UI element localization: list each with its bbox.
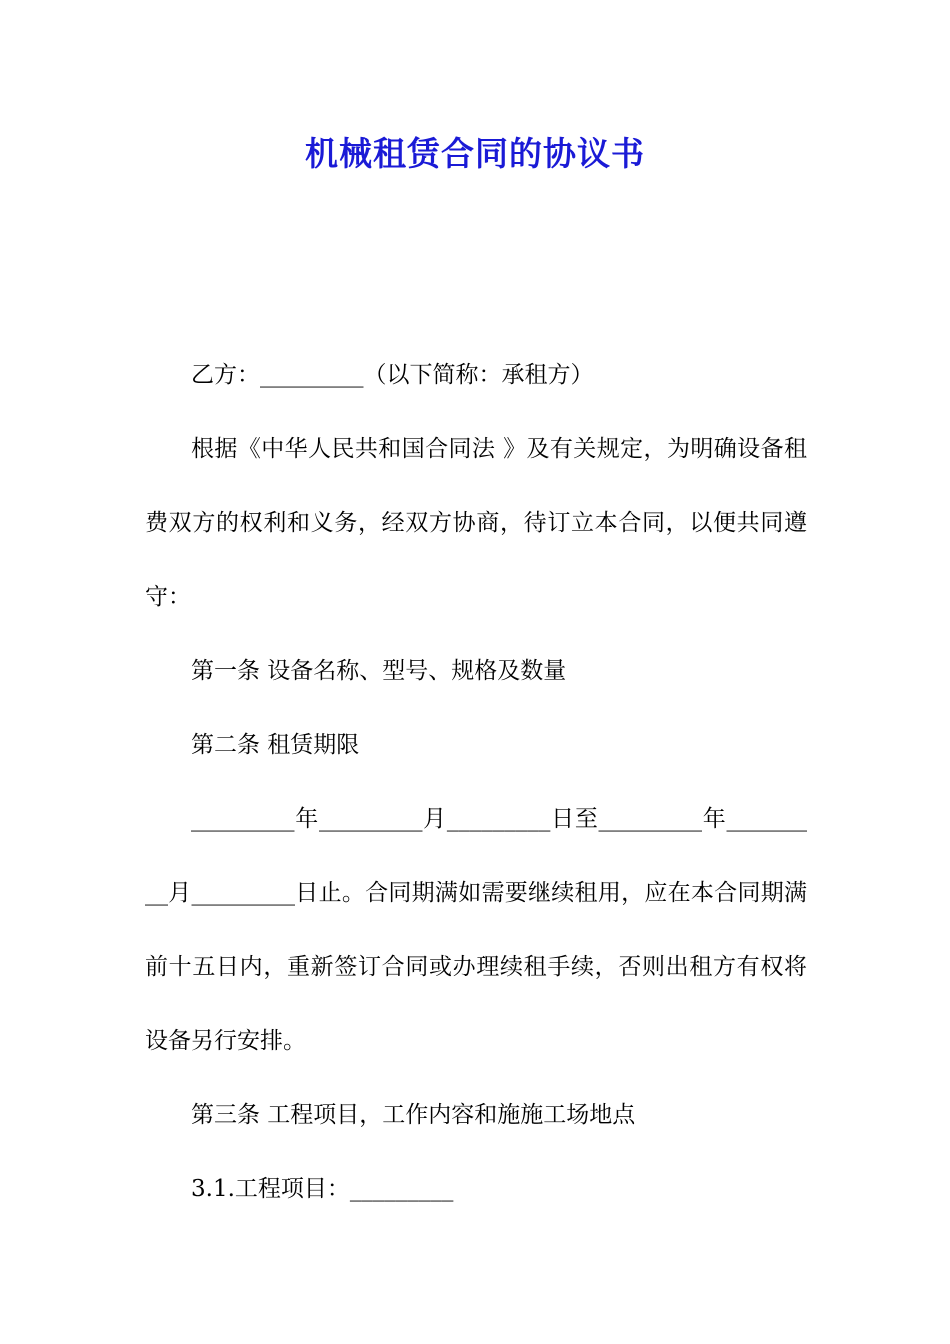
project-item-line: 3.1.工程项目：_________ [191, 1176, 454, 1202]
article-2-heading: 第二条 租赁期限 [191, 732, 360, 758]
article-1-heading: 第一条 设备名称、型号、规格及数量 [191, 658, 567, 684]
document-title: 机械租赁合同的协议书 [305, 134, 645, 173]
party-b-line: 乙方：_________（以下简称：承租方） [191, 362, 594, 388]
preamble-paragraph: 根据《中华人民共和国合同法 》及有关规定，为明确设备租费双方的权利和义务，经双方协商，待订立本合同，以便共同遵守： [145, 436, 807, 610]
document-body [145, 338, 807, 1226]
article-3-heading: 第三条 工程项目，工作内容和施施工场地点 [191, 1102, 636, 1128]
lease-term-paragraph: _________年_________月_________日至_________年_________月_________日止。合同期满如需要继续租用，应在本合同期满前十五日内，重新签订合同或办理续租手续，否则出租方有权将设备另行安排。 [145, 806, 807, 1054]
